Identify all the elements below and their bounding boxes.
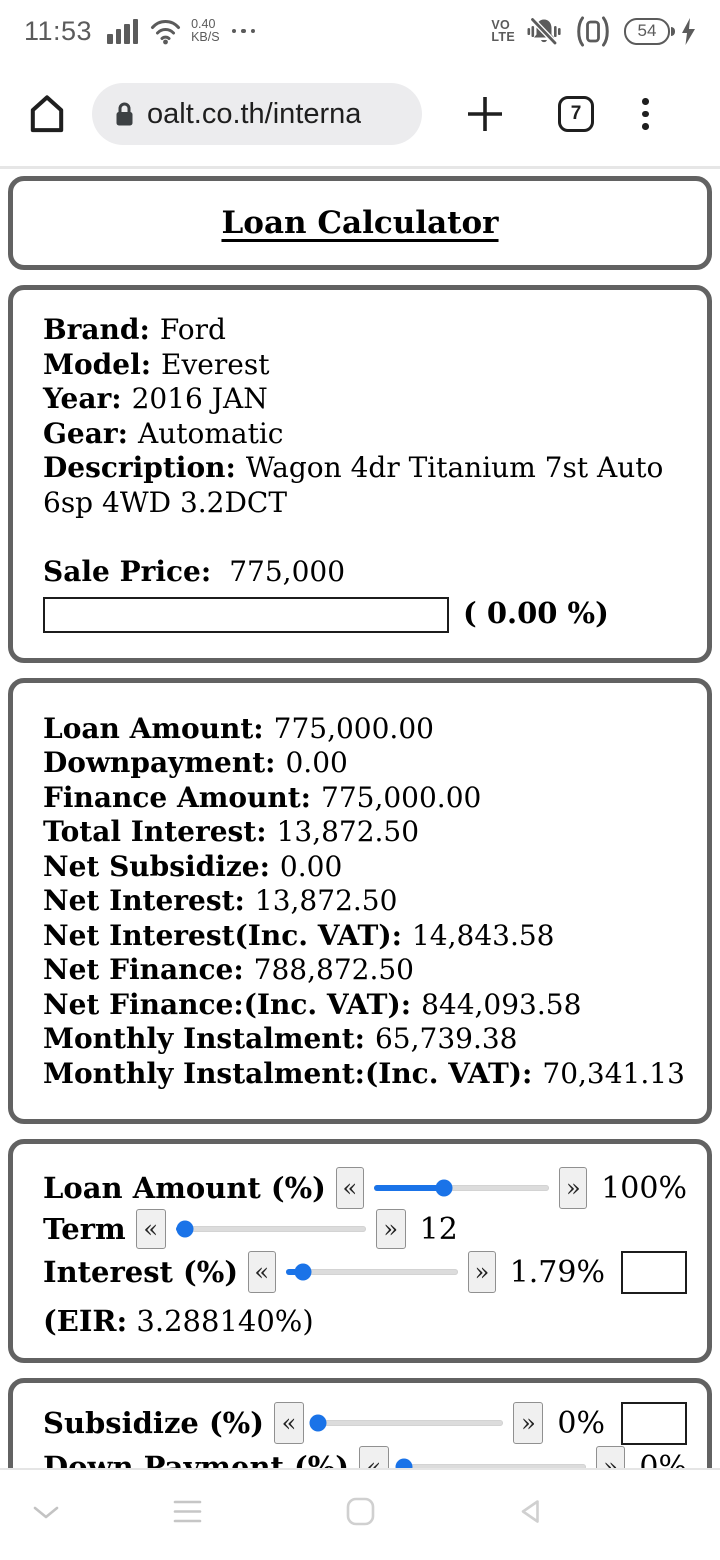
phone-vibrate-icon [573,16,613,47]
loan-amount-increase-button[interactable]: » [559,1167,587,1209]
vehicle-row-description: Description: Wagon 4dr Titanium 7st Auto 6sp 4WD 3.2DCT [43,451,664,519]
subsidize-increase-button[interactable]: » [513,1402,543,1444]
system-nav-bar [0,1468,720,1560]
eir-note: (EIR: 3.288140%) [43,1304,314,1339]
home-button[interactable] [24,91,70,137]
subsidize-decrease-button[interactable]: « [274,1402,304,1444]
term-slider-label: Term [43,1212,126,1247]
home-nav-icon[interactable] [346,1497,375,1526]
subsidize-slider-label: Subsidize (%) [43,1406,264,1441]
address-bar[interactable] [92,83,422,145]
summary-row: Downpayment: 0.00 [43,746,348,780]
vehicle-row-brand: Brand: Ford [43,313,226,346]
menu-icon[interactable] [173,1499,202,1524]
vehicle-row-year: Year: 2016 JAN [43,382,268,416]
collapse-toolbar-icon[interactable] [33,1506,59,1520]
loan-controls-card [8,1139,712,1363]
volte-icon: VO LTE [491,18,515,44]
battery-icon: 54 [624,18,670,45]
signal-strength-icon [107,19,138,44]
subsidize-slider[interactable] [314,1414,504,1432]
subsidize-percent-value: 0% [557,1405,605,1441]
loan-summary-card [8,678,712,1125]
interest-slider-label: Interest (%) [43,1255,239,1290]
interest-percent-value: 1.79% [509,1254,605,1290]
charging-bolt-icon [681,18,696,45]
summary-row: Total Interest: 13,872.50 [43,815,420,849]
sale-price-row: Sale Price: 775,000 [43,555,346,589]
summary-row: Net Subsidize: 0.00 [43,849,343,883]
term-control-row [43,1210,687,1248]
bell-muted-icon [526,16,562,47]
subsidize-input[interactable] [621,1402,687,1445]
subsidize-control-row [43,1401,687,1445]
browser-menu-button[interactable] [642,98,649,130]
page-title: Loan Calculator [221,205,499,241]
vehicle-row-model: Model: Everest [43,347,270,381]
interest-increase-button[interactable]: » [468,1251,495,1293]
summary-row: Loan Amount: 775,000.00 [43,711,434,745]
summary-row: Net Finance: 788,872.50 [43,953,414,987]
slider-thumb[interactable] [309,1415,326,1432]
interest-input[interactable] [621,1251,687,1294]
browser-toolbar [0,62,720,166]
loan-amount-percent-value: 100% [601,1170,687,1206]
notification-overflow-icon [232,29,256,34]
wifi-icon [149,18,182,45]
status-bar [0,0,720,62]
vehicle-row-gear: Gear: Automatic [43,416,284,450]
slider-thumb[interactable] [436,1180,453,1197]
term-increase-button[interactable]: » [376,1209,406,1249]
term-slider[interactable] [176,1220,366,1238]
term-decrease-button[interactable]: « [136,1209,166,1249]
url-text: oalt.co.th/interna [147,97,362,130]
lock-icon[interactable] [114,100,135,128]
loan-amount-control-row [43,1166,687,1210]
summary-row: Monthly Instalment:(Inc. VAT): 70,341.13 [43,1056,685,1090]
page-content [0,169,720,1560]
summary-row: Net Interest(Inc. VAT): 14,843.58 [43,918,555,952]
discount-input[interactable] [43,597,449,633]
interest-control-row [43,1248,687,1296]
summary-row: Net Finance:(Inc. VAT): 844,093.58 [43,987,582,1021]
summary-row: Net Interest: 13,872.50 [43,884,398,918]
vehicle-card [8,285,712,663]
discount-percent-note: ( 0.00 %) [463,595,609,630]
slider-thumb[interactable] [177,1221,194,1238]
title-card [8,176,712,270]
interest-slider[interactable] [286,1263,459,1281]
new-tab-button[interactable] [464,93,506,135]
tab-count: 7 [570,103,582,124]
interest-decrease-button[interactable]: « [248,1251,275,1293]
summary-row: Finance Amount: 775,000.00 [43,780,482,814]
tab-switcher-button[interactable] [558,96,594,132]
clock: 11:53 [24,15,93,46]
loan-amount-slider-label: Loan Amount (%) [43,1171,326,1206]
summary-row: Monthly Instalment: 65,739.38 [43,1022,518,1056]
network-speed: 0.40 KB/S [191,17,220,44]
back-nav-icon[interactable] [517,1498,545,1525]
loan-amount-decrease-button[interactable]: « [336,1167,364,1209]
term-value: 12 [419,1211,458,1247]
loan-amount-slider[interactable] [374,1179,550,1197]
slider-thumb[interactable] [294,1264,311,1281]
